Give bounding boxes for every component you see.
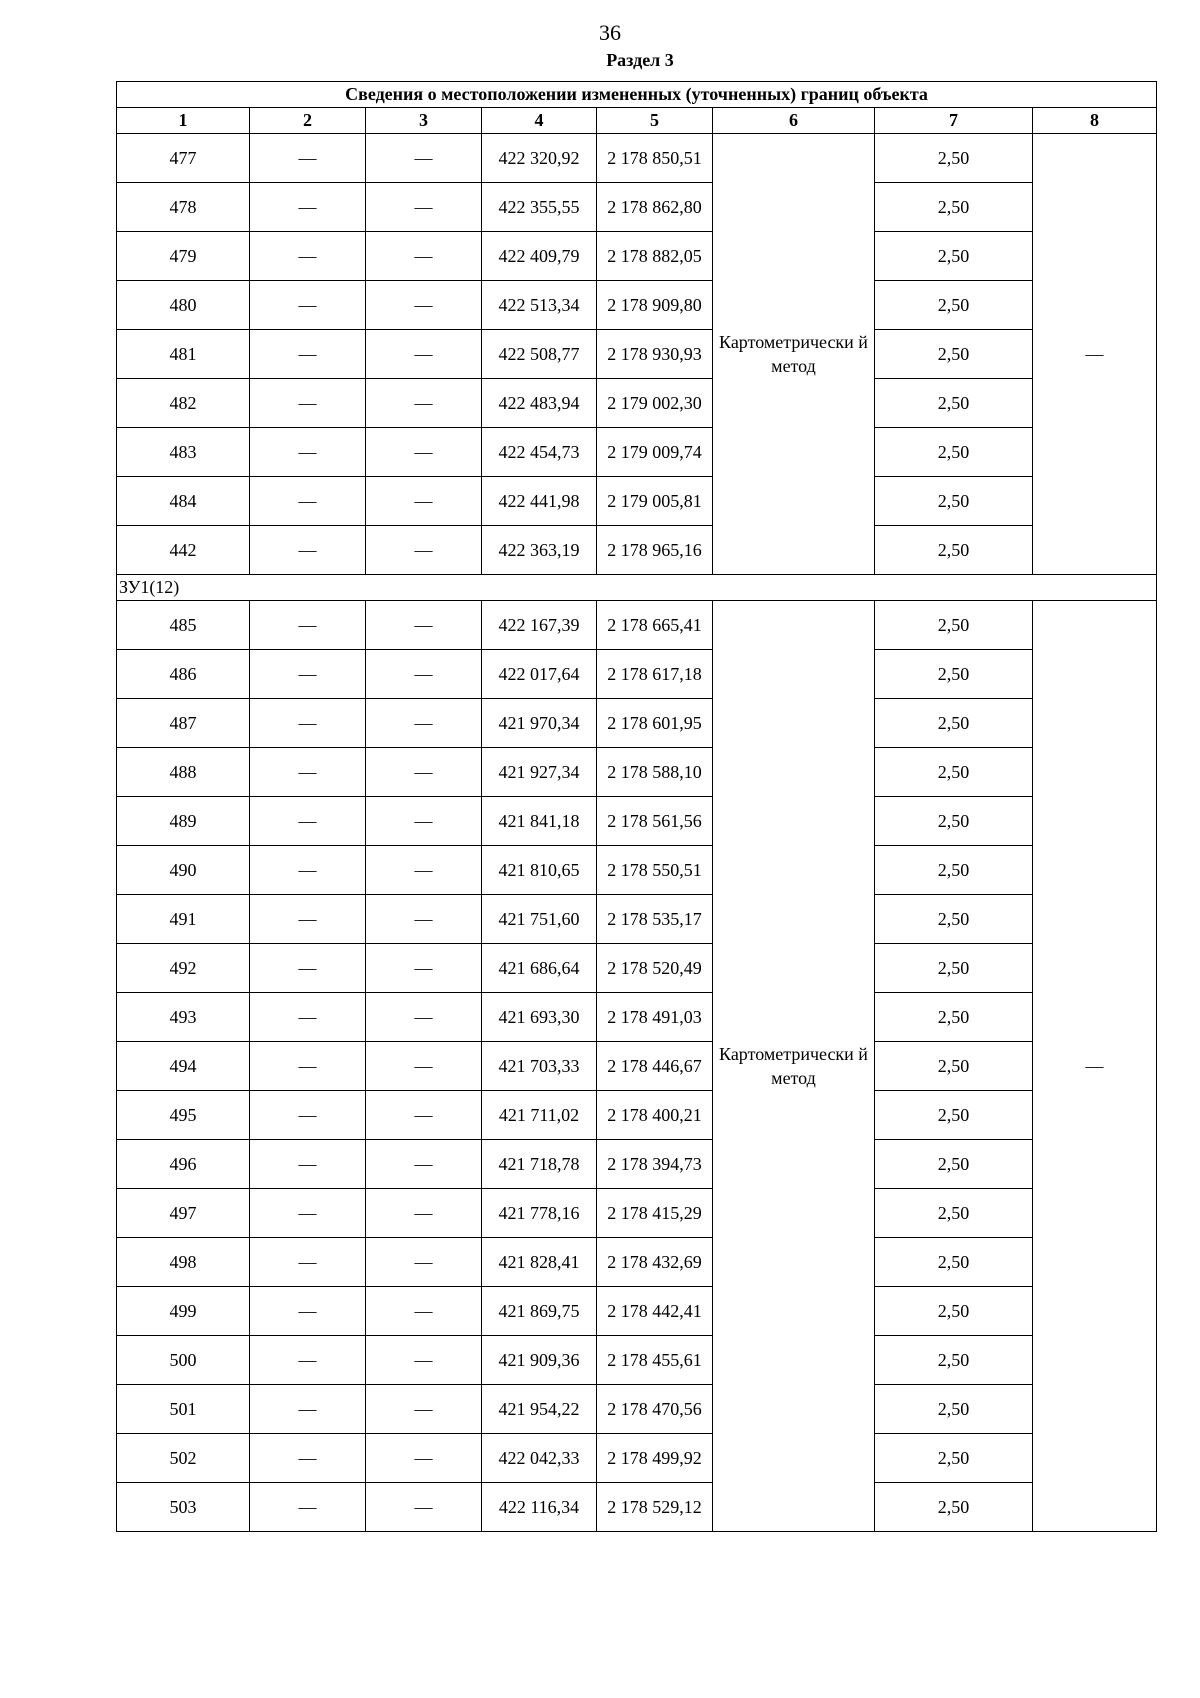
table-row [117, 1042, 1157, 1091]
x-coordinate-cell: 421 751,60 [482, 895, 597, 944]
x-coordinate-cell: 422 042,33 [482, 1434, 597, 1483]
accuracy-cell: 2,50 [875, 1140, 1033, 1189]
accuracy-cell: 2,50 [875, 526, 1033, 575]
table-row [117, 993, 1157, 1042]
col3-dash-cell: — [366, 1091, 482, 1140]
method-cell: Картометрически й метод [713, 134, 875, 575]
point-number-cell: 481 [117, 330, 250, 379]
col2-dash-cell: — [250, 1140, 366, 1189]
point-number-cell: 490 [117, 846, 250, 895]
col3-dash-cell: — [366, 1483, 482, 1532]
point-number-cell: 495 [117, 1091, 250, 1140]
col2-dash-cell: — [250, 1434, 366, 1483]
x-coordinate-cell: 421 778,16 [482, 1189, 597, 1238]
table-row [117, 650, 1157, 699]
x-coordinate-cell: 421 970,34 [482, 699, 597, 748]
col2-dash-cell: — [250, 650, 366, 699]
accuracy-cell: 2,50 [875, 1483, 1033, 1532]
y-coordinate-cell: 2 178 882,05 [597, 232, 713, 281]
accuracy-cell: 2,50 [875, 699, 1033, 748]
col2-dash-cell: — [250, 183, 366, 232]
x-coordinate-cell: 422 483,94 [482, 379, 597, 428]
col3-dash-cell: — [366, 699, 482, 748]
y-coordinate-cell: 2 178 455,61 [597, 1336, 713, 1385]
col2-dash-cell: — [250, 1483, 366, 1532]
accuracy-cell: 2,50 [875, 1336, 1033, 1385]
y-coordinate-cell: 2 178 400,21 [597, 1091, 713, 1140]
table-row [117, 1189, 1157, 1238]
col3-dash-cell: — [366, 601, 482, 650]
accuracy-cell: 2,50 [875, 477, 1033, 526]
point-number-cell: 501 [117, 1385, 250, 1434]
page-number: 36 [599, 20, 621, 45]
col3-dash-cell: — [366, 477, 482, 526]
x-coordinate-cell: 421 909,36 [482, 1336, 597, 1385]
x-coordinate-cell: 421 954,22 [482, 1385, 597, 1434]
accuracy-cell: 2,50 [875, 1189, 1033, 1238]
col3-dash-cell: — [366, 1287, 482, 1336]
accuracy-cell: 2,50 [875, 379, 1033, 428]
x-coordinate-cell: 421 711,02 [482, 1091, 597, 1140]
table-row [117, 1434, 1157, 1483]
y-coordinate-cell: 2 178 862,80 [597, 183, 713, 232]
point-number-cell: 488 [117, 748, 250, 797]
col2-dash-cell: — [250, 1336, 366, 1385]
col2-dash-cell: — [250, 1385, 366, 1434]
parcel-group-row [117, 575, 1157, 601]
point-number-cell: 496 [117, 1140, 250, 1189]
point-number-cell: 487 [117, 699, 250, 748]
table-row [117, 1287, 1157, 1336]
y-coordinate-cell: 2 178 909,80 [597, 281, 713, 330]
col2-dash-cell: — [250, 134, 366, 183]
y-coordinate-cell: 2 179 002,30 [597, 379, 713, 428]
accuracy-cell: 2,50 [875, 281, 1033, 330]
col3-dash-cell: — [366, 797, 482, 846]
x-coordinate-cell: 422 363,19 [482, 526, 597, 575]
table-row [117, 846, 1157, 895]
method-cell: Картометрически й метод [713, 601, 875, 1532]
point-number-cell: 483 [117, 428, 250, 477]
table-row [117, 895, 1157, 944]
y-coordinate-cell: 2 178 442,41 [597, 1287, 713, 1336]
y-coordinate-cell: 2 178 588,10 [597, 748, 713, 797]
table-row [117, 1238, 1157, 1287]
point-number-cell: 482 [117, 379, 250, 428]
table-title: Сведения о местоположении измененных (уточненных) границ объекта [117, 82, 1157, 108]
table-row [117, 428, 1157, 477]
table-row [117, 1140, 1157, 1189]
y-coordinate-cell: 2 178 446,67 [597, 1042, 713, 1091]
table-row [117, 1385, 1157, 1434]
table-row [117, 944, 1157, 993]
col3-dash-cell: — [366, 1434, 482, 1483]
table-row [117, 748, 1157, 797]
col2-dash-cell: — [250, 1287, 366, 1336]
accuracy-cell: 2,50 [875, 650, 1033, 699]
table-row [117, 134, 1157, 183]
x-coordinate-cell: 421 828,41 [482, 1238, 597, 1287]
accuracy-cell: 2,50 [875, 748, 1033, 797]
point-number-cell: 485 [117, 601, 250, 650]
y-coordinate-cell: 2 178 535,17 [597, 895, 713, 944]
accuracy-cell: 2,50 [875, 1042, 1033, 1091]
point-number-cell: 499 [117, 1287, 250, 1336]
point-number-cell: 500 [117, 1336, 250, 1385]
col2-dash-cell: — [250, 1042, 366, 1091]
x-coordinate-cell: 422 355,55 [482, 183, 597, 232]
table-row [117, 601, 1157, 650]
accuracy-cell: 2,50 [875, 797, 1033, 846]
accuracy-cell: 2,50 [875, 846, 1033, 895]
point-number-cell: 489 [117, 797, 250, 846]
parcel-group-label: ЗУ1(12) [117, 575, 1157, 601]
point-number-cell: 479 [117, 232, 250, 281]
column-header-8: 8 [1033, 108, 1157, 134]
accuracy-cell: 2,50 [875, 895, 1033, 944]
x-coordinate-cell: 422 167,39 [482, 601, 597, 650]
table-row [117, 797, 1157, 846]
table-row [117, 281, 1157, 330]
boundary-table [116, 81, 1157, 1532]
column-header-7: 7 [875, 108, 1033, 134]
y-coordinate-cell: 2 178 665,41 [597, 601, 713, 650]
y-coordinate-cell: 2 178 394,73 [597, 1140, 713, 1189]
column-header-6: 6 [713, 108, 875, 134]
x-coordinate-cell: 422 441,98 [482, 477, 597, 526]
table-row [117, 477, 1157, 526]
accuracy-cell: 2,50 [875, 993, 1033, 1042]
y-coordinate-cell: 2 178 850,51 [597, 134, 713, 183]
point-number-cell: 486 [117, 650, 250, 699]
table-row [117, 1336, 1157, 1385]
col2-dash-cell: — [250, 846, 366, 895]
x-coordinate-cell: 421 841,18 [482, 797, 597, 846]
col3-dash-cell: — [366, 134, 482, 183]
col3-dash-cell: — [366, 1385, 482, 1434]
y-coordinate-cell: 2 178 550,51 [597, 846, 713, 895]
accuracy-cell: 2,50 [875, 1287, 1033, 1336]
point-number-cell: 484 [117, 477, 250, 526]
point-number-cell: 497 [117, 1189, 250, 1238]
col3-dash-cell: — [366, 1042, 482, 1091]
col3-dash-cell: — [366, 944, 482, 993]
col3-dash-cell: — [366, 526, 482, 575]
col2-dash-cell: — [250, 993, 366, 1042]
y-coordinate-cell: 2 179 005,81 [597, 477, 713, 526]
col3-dash-cell: — [366, 895, 482, 944]
point-number-cell: 442 [117, 526, 250, 575]
col2-dash-cell: — [250, 330, 366, 379]
col2-dash-cell: — [250, 895, 366, 944]
col3-dash-cell: — [366, 1189, 482, 1238]
y-coordinate-cell: 2 178 601,95 [597, 699, 713, 748]
col3-dash-cell: — [366, 846, 482, 895]
x-coordinate-cell: 422 513,34 [482, 281, 597, 330]
x-coordinate-cell: 422 116,34 [482, 1483, 597, 1532]
col3-dash-cell: — [366, 650, 482, 699]
col2-dash-cell: — [250, 1238, 366, 1287]
point-number-cell: 492 [117, 944, 250, 993]
point-number-cell: 498 [117, 1238, 250, 1287]
x-coordinate-cell: 421 718,78 [482, 1140, 597, 1189]
col3-dash-cell: — [366, 748, 482, 797]
column-header-1: 1 [117, 108, 250, 134]
col3-dash-cell: — [366, 330, 482, 379]
table-row [117, 232, 1157, 281]
col2-dash-cell: — [250, 944, 366, 993]
section-title: Раздел 3 [606, 50, 674, 70]
accuracy-cell: 2,50 [875, 232, 1033, 281]
table-row [117, 1091, 1157, 1140]
col2-dash-cell: — [250, 232, 366, 281]
y-coordinate-cell: 2 178 415,29 [597, 1189, 713, 1238]
table-row [117, 183, 1157, 232]
table-row [117, 1483, 1157, 1532]
accuracy-cell: 2,50 [875, 1434, 1033, 1483]
accuracy-cell: 2,50 [875, 1238, 1033, 1287]
y-coordinate-cell: 2 178 561,56 [597, 797, 713, 846]
x-coordinate-cell: 422 017,64 [482, 650, 597, 699]
point-number-cell: 502 [117, 1434, 250, 1483]
col3-dash-cell: — [366, 428, 482, 477]
accuracy-cell: 2,50 [875, 428, 1033, 477]
col2-dash-cell: — [250, 477, 366, 526]
y-coordinate-cell: 2 178 470,56 [597, 1385, 713, 1434]
table-row [117, 699, 1157, 748]
point-number-cell: 493 [117, 993, 250, 1042]
y-coordinate-cell: 2 178 499,92 [597, 1434, 713, 1483]
accuracy-cell: 2,50 [875, 134, 1033, 183]
table-row [117, 526, 1157, 575]
accuracy-cell: 2,50 [875, 1385, 1033, 1434]
col2-dash-cell: — [250, 526, 366, 575]
col3-dash-cell: — [366, 281, 482, 330]
x-coordinate-cell: 421 703,33 [482, 1042, 597, 1091]
point-number-cell: 503 [117, 1483, 250, 1532]
x-coordinate-cell: 421 810,65 [482, 846, 597, 895]
table-row [117, 379, 1157, 428]
col2-dash-cell: — [250, 748, 366, 797]
col8-cell: — [1033, 134, 1157, 575]
y-coordinate-cell: 2 178 930,93 [597, 330, 713, 379]
y-coordinate-cell: 2 178 965,16 [597, 526, 713, 575]
column-header-4: 4 [482, 108, 597, 134]
point-number-cell: 477 [117, 134, 250, 183]
accuracy-cell: 2,50 [875, 330, 1033, 379]
y-coordinate-cell: 2 179 009,74 [597, 428, 713, 477]
x-coordinate-cell: 422 454,73 [482, 428, 597, 477]
accuracy-cell: 2,50 [875, 183, 1033, 232]
col2-dash-cell: — [250, 281, 366, 330]
x-coordinate-cell: 421 869,75 [482, 1287, 597, 1336]
col3-dash-cell: — [366, 232, 482, 281]
accuracy-cell: 2,50 [875, 1091, 1033, 1140]
col2-dash-cell: — [250, 601, 366, 650]
x-coordinate-cell: 421 686,64 [482, 944, 597, 993]
x-coordinate-cell: 422 508,77 [482, 330, 597, 379]
table-row [117, 330, 1157, 379]
point-number-cell: 478 [117, 183, 250, 232]
y-coordinate-cell: 2 178 529,12 [597, 1483, 713, 1532]
x-coordinate-cell: 421 693,30 [482, 993, 597, 1042]
col2-dash-cell: — [250, 797, 366, 846]
point-number-cell: 494 [117, 1042, 250, 1091]
accuracy-cell: 2,50 [875, 944, 1033, 993]
point-number-cell: 491 [117, 895, 250, 944]
x-coordinate-cell: 422 409,79 [482, 232, 597, 281]
y-coordinate-cell: 2 178 520,49 [597, 944, 713, 993]
y-coordinate-cell: 2 178 617,18 [597, 650, 713, 699]
col3-dash-cell: — [366, 183, 482, 232]
col3-dash-cell: — [366, 1238, 482, 1287]
col8-cell: — [1033, 601, 1157, 1532]
y-coordinate-cell: 2 178 491,03 [597, 993, 713, 1042]
x-coordinate-cell: 422 320,92 [482, 134, 597, 183]
column-header-3: 3 [366, 108, 482, 134]
col3-dash-cell: — [366, 1336, 482, 1385]
col3-dash-cell: — [366, 993, 482, 1042]
accuracy-cell: 2,50 [875, 601, 1033, 650]
col2-dash-cell: — [250, 1091, 366, 1140]
col2-dash-cell: — [250, 1189, 366, 1238]
col2-dash-cell: — [250, 428, 366, 477]
column-header-5: 5 [597, 108, 713, 134]
col3-dash-cell: — [366, 379, 482, 428]
col3-dash-cell: — [366, 1140, 482, 1189]
y-coordinate-cell: 2 178 432,69 [597, 1238, 713, 1287]
col2-dash-cell: — [250, 379, 366, 428]
col2-dash-cell: — [250, 699, 366, 748]
x-coordinate-cell: 421 927,34 [482, 748, 597, 797]
column-header-2: 2 [250, 108, 366, 134]
point-number-cell: 480 [117, 281, 250, 330]
